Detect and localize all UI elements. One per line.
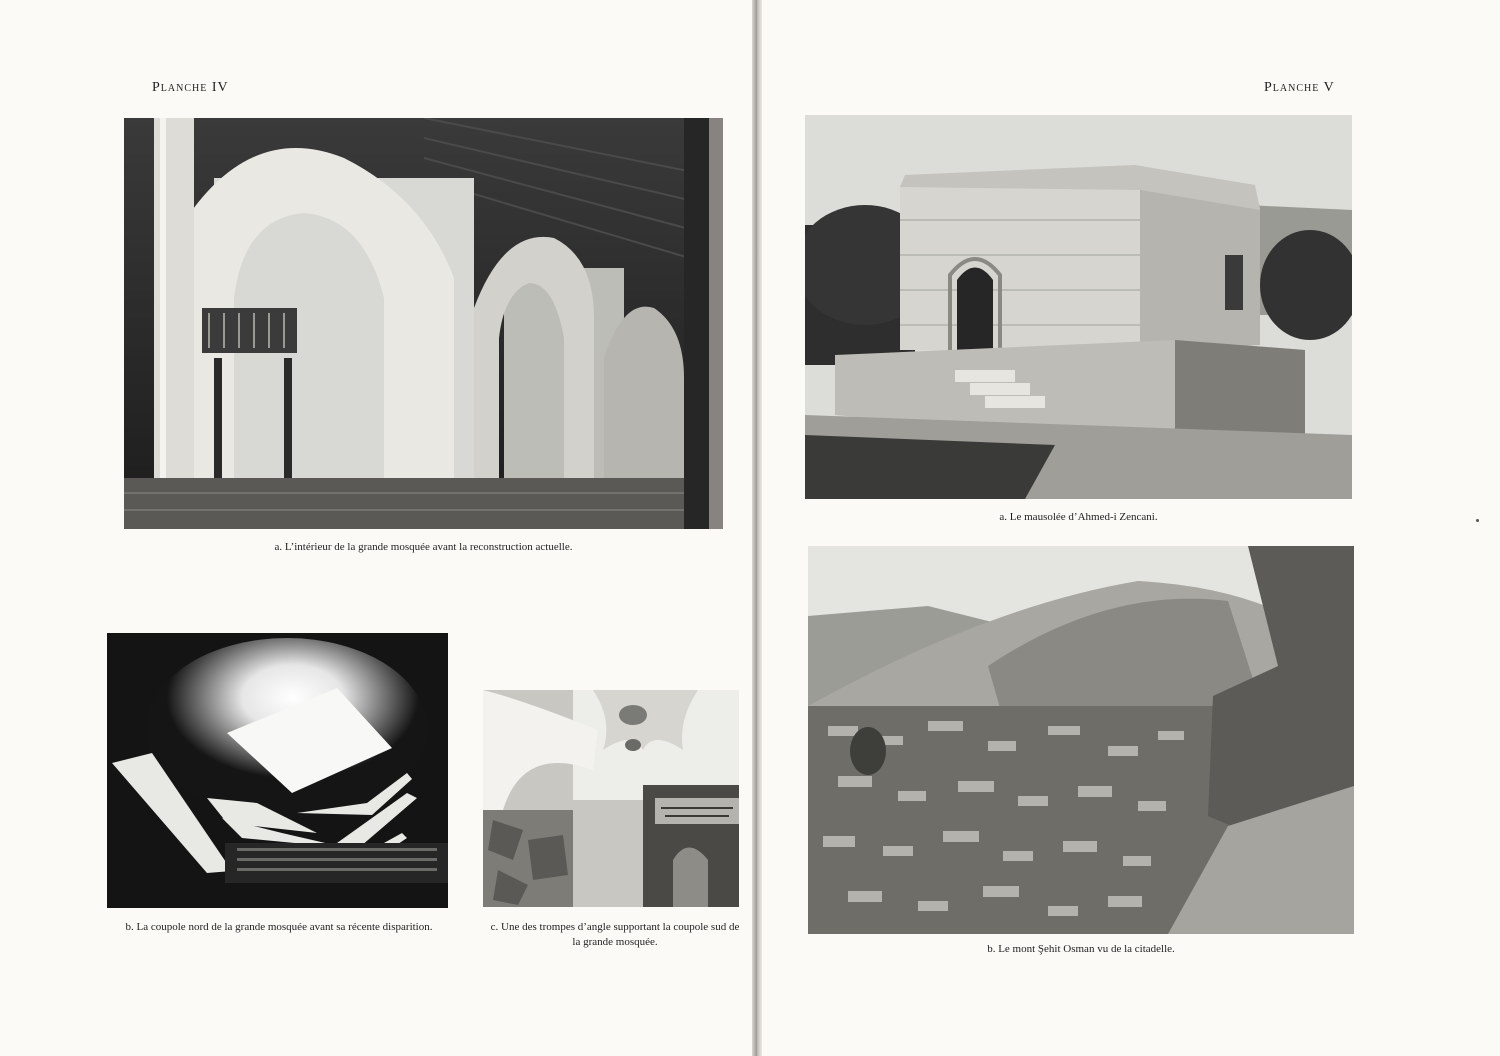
caption-right-b: b. Le mont Şehit Osman vu de la citadelle. [987, 943, 1175, 955]
caption-left-b: b. La coupole nord de la grande mosquée avant sa récente disparition. [125, 921, 433, 933]
plate-label-left: Planche IV [152, 80, 229, 95]
photo-mosque-interior [124, 118, 723, 529]
photo-sehit-osman-hill [808, 546, 1354, 934]
photo-squinch [483, 690, 739, 907]
caption-left-c: c. Une des trompes d’angle supportant la coupole sud de la grande mosquée. [490, 921, 740, 948]
plate-label-right: Planche V [1264, 80, 1335, 95]
book-gutter [752, 0, 762, 1056]
right-page [762, 0, 1500, 1056]
photo-mausoleum [805, 115, 1352, 499]
caption-left-a: a. L’intérieur de la grande mosquée avant la reconstruction actuelle. [274, 541, 573, 553]
paper-spot [1476, 519, 1479, 522]
photo-north-dome [107, 633, 448, 908]
caption-right-a: a. Le mausolée d’Ahmed-i Zencani. [999, 511, 1158, 523]
